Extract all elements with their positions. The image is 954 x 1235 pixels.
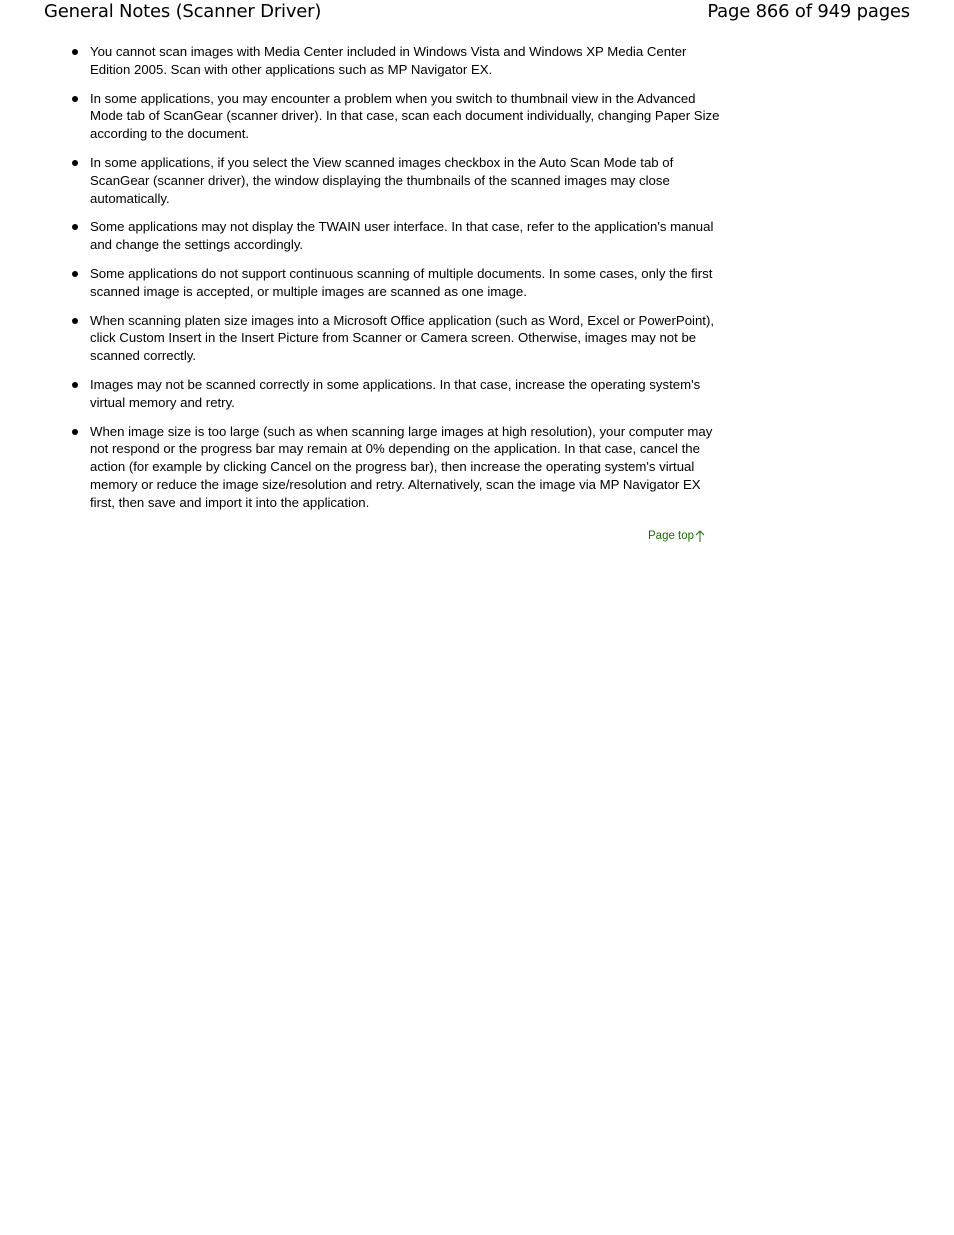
note-text: Some applications may not display the TWAIN user interface. In that case, refer to the application's manual and change the settings accordingly. [90,219,714,253]
note-text: When image size is too large (such as when scanning large images at high resolution), your computer may not respond or the progress bar may remain at 0% depending on the application. In that case, cancel the action (for example by clicking Cancel on the progress bar), then increase the operating system's virtual memory or reduce the image size/resolution and retry. Alternatively, scan the image via MP Navigator EX first, then save and import it into the application. [90,423,713,510]
page-top-label: Page top [648,530,695,542]
note-text: You cannot scan images with Media Center included in Windows Vista and Windows XP Media Center Edition 2005. Scan with other applications such as MP Navigator EX. [90,44,687,77]
bullet-icon [72,96,78,102]
up-arrow-icon [695,529,705,543]
note-item [0,218,722,254]
bullet-icon [72,224,78,230]
bullet-icon [72,429,78,435]
note-item [0,154,722,207]
bullet-icon [72,271,78,277]
page-indicator: Page 866 of 949 pages [707,1,910,22]
note-text: Some applications do not support continuous scanning of multiple documents. In some cases, only the first scanned image is accepted, or multiple images are scanned as one image. [90,265,713,299]
note-item [0,265,722,301]
bullet-icon [72,49,78,55]
note-text: When scanning platen size images into a Microsoft Office application (such as Word, Excel or PowerPoint), click Custom Insert in the Insert Picture from Scanner or Camera screen. Otherwise, images may not be scanned correctly. [90,312,715,364]
note-item [0,376,722,412]
note-item [0,423,722,512]
note-item [0,43,722,79]
page-header [0,0,954,26]
document-title: General Notes (Scanner Driver) [44,1,322,22]
bullet-icon [72,160,78,166]
bullet-icon [72,382,78,388]
note-text: Images may not be scanned correctly in some applications. In that case, increase the operating system's virtual memory and retry. [90,376,701,410]
note-item [0,90,722,143]
page-top-link[interactable] [648,528,705,544]
notes-list [0,43,760,523]
note-text: In some applications, you may encounter a problem when you switch to thumbnail view in the Advanced Mode tab of ScanGear (scanner driver). In that case, scan each document individually, changing Paper Size according to the document. [90,90,720,142]
note-text: In some applications, if you select the View scanned images checkbox in the Auto Scan Mode tab of ScanGear (scanner driver), the window displaying the thumbnails of the scanned images may close automatically. [90,154,674,206]
note-item [0,312,722,365]
bullet-icon [72,318,78,324]
